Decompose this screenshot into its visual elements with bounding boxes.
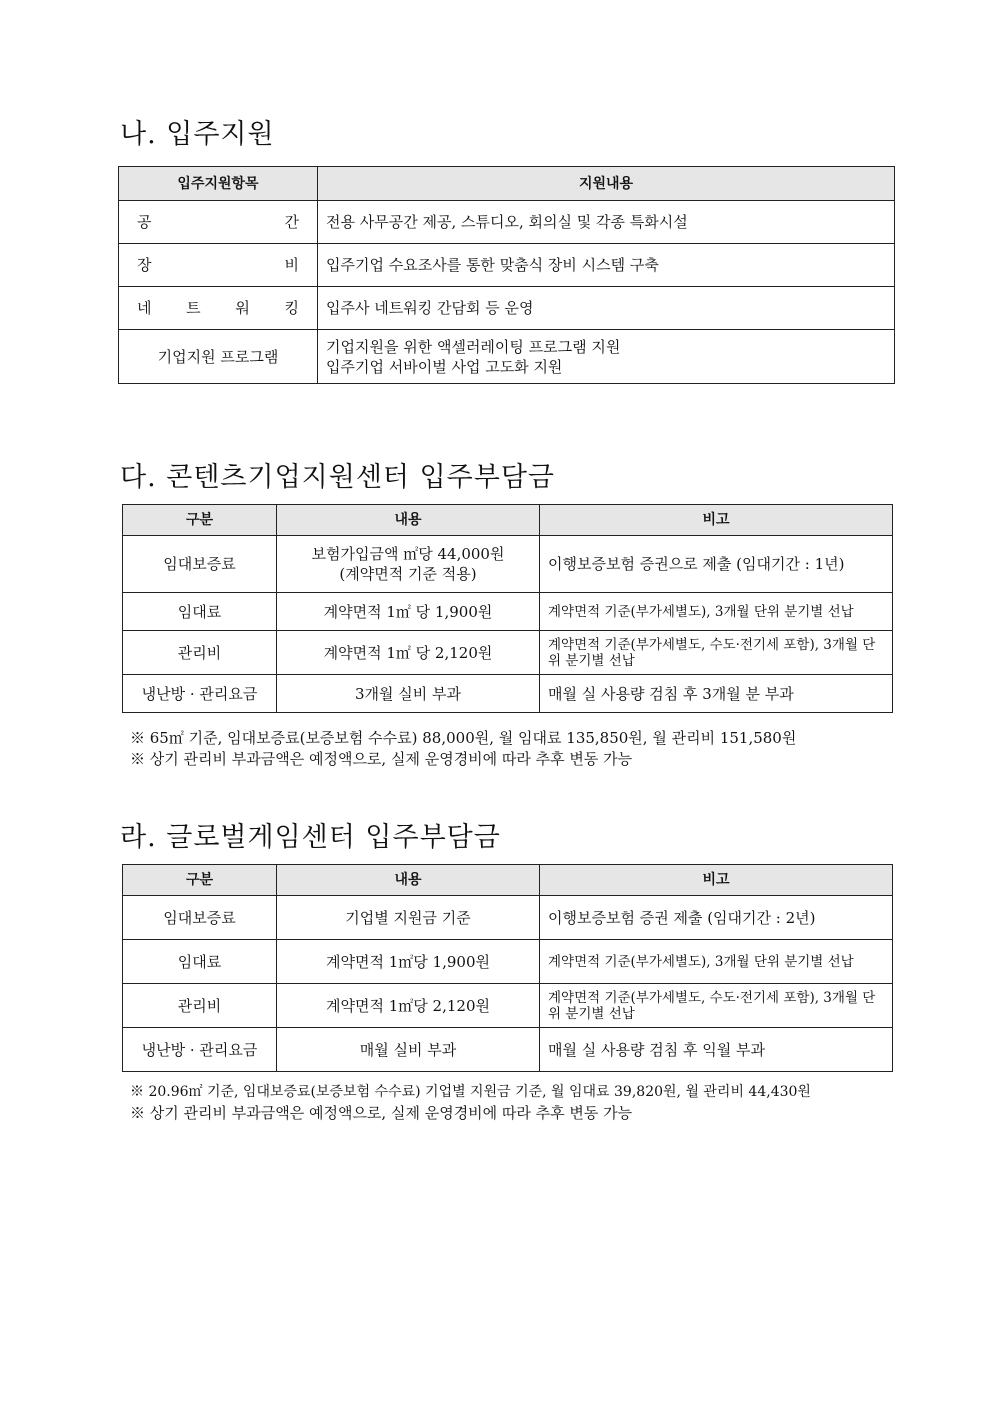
content-center-fee-table bbox=[122, 504, 893, 713]
table-row bbox=[123, 675, 893, 713]
fee-category: 냉난방 · 관리요금 bbox=[123, 675, 277, 713]
header-note: 비고 bbox=[540, 865, 893, 896]
fee-content: 계약면적 1㎡ 당 1,900원 bbox=[277, 593, 540, 631]
footnotes-ra bbox=[130, 1082, 811, 1124]
header-support-item: 입주지원항목 bbox=[119, 167, 318, 201]
footnote: ※ 상기 관리비 부과금액은 예정액으로, 실제 운영경비에 따라 추후 변동 가능 bbox=[130, 750, 633, 768]
game-center-fee-table bbox=[122, 864, 893, 1072]
table-row bbox=[119, 244, 895, 287]
fee-category: 임대보증료 bbox=[123, 536, 277, 593]
header-content: 내용 bbox=[277, 865, 540, 896]
fee-content: 매월 실비 부과 bbox=[277, 1028, 540, 1072]
fee-content: 3개월 실비 부과 bbox=[277, 675, 540, 713]
support-item-label: 네 트 워 킹 bbox=[119, 287, 318, 330]
fee-note: 매월 실 사용량 검침 후 익월 부과 bbox=[540, 1028, 893, 1072]
table-row bbox=[123, 984, 893, 1028]
fee-category: 관리비 bbox=[123, 631, 277, 675]
fee-note: 계약면적 기준(부가세별도, 수도·전기세 포함), 3개월 단위 분기별 선납 bbox=[540, 984, 893, 1028]
table-row bbox=[123, 536, 893, 593]
section-heading-da: 다. 콘텐츠기업지원센터 입주부담금 bbox=[120, 462, 555, 493]
support-item-label: 기업지원 프로그램 bbox=[119, 330, 318, 384]
support-item-content: 입주사 네트워킹 간담회 등 운영 bbox=[318, 287, 895, 330]
fee-note: 계약면적 기준(부가세별도, 수도·전기세 포함), 3개월 단위 분기별 선납 bbox=[540, 631, 893, 675]
fee-category: 관리비 bbox=[123, 984, 277, 1028]
table-row bbox=[123, 631, 893, 675]
support-item-content: 기업지원을 위한 액셀러레이팅 프로그램 지원 입주기업 서바이벌 사업 고도화 지원 bbox=[318, 330, 895, 384]
fee-note: 계약면적 기준(부가세별도), 3개월 단위 분기별 선납 bbox=[540, 593, 893, 631]
footnote: ※ 65㎡ 기준, 임대보증료(보증보험 수수료) 88,000원, 월 임대료 135,850원, 월 관리비 151,580원 bbox=[130, 729, 797, 747]
fee-category: 냉난방 · 관리요금 bbox=[123, 1028, 277, 1072]
header-support-content: 지원내용 bbox=[318, 167, 895, 201]
header-category: 구분 bbox=[123, 505, 277, 536]
support-item-label: 장 비 bbox=[119, 244, 318, 287]
header-content: 내용 bbox=[277, 505, 540, 536]
fee-note: 이행보증보험 증권 제출 (임대기간 : 2년) bbox=[540, 896, 893, 940]
footnotes-da bbox=[130, 728, 796, 770]
table-row bbox=[123, 593, 893, 631]
table-row bbox=[123, 896, 893, 940]
table-row bbox=[119, 330, 895, 384]
support-table bbox=[118, 166, 895, 384]
table-row bbox=[123, 940, 893, 984]
fee-category: 임대료 bbox=[123, 940, 277, 984]
table-row bbox=[123, 1028, 893, 1072]
table-row bbox=[119, 287, 895, 330]
table-row bbox=[119, 201, 895, 244]
fee-content: 계약면적 1㎡당 1,900원 bbox=[277, 940, 540, 984]
fee-note: 이행보증보험 증권으로 제출 (임대기간 : 1년) bbox=[540, 536, 893, 593]
section-heading-na: 나. 입주지원 bbox=[120, 119, 275, 150]
fee-note: 계약면적 기준(부가세별도), 3개월 단위 분기별 선납 bbox=[540, 940, 893, 984]
header-category: 구분 bbox=[123, 865, 277, 896]
fee-category: 임대보증료 bbox=[123, 896, 277, 940]
fee-content: 보험가입금액 ㎡당 44,000원 (계약면적 기준 적용) bbox=[277, 536, 540, 593]
support-item-content: 전용 사무공간 제공, 스튜디오, 회의실 및 각종 특화시설 bbox=[318, 201, 895, 244]
fee-note: 매월 실 사용량 검침 후 3개월 분 부과 bbox=[540, 675, 893, 713]
header-note: 비고 bbox=[540, 505, 893, 536]
section-heading-ra: 라. 글로벌게임센터 입주부담금 bbox=[120, 822, 501, 853]
fee-category: 임대료 bbox=[123, 593, 277, 631]
fee-content: 계약면적 1㎡당 2,120원 bbox=[277, 984, 540, 1028]
support-item-label: 공 간 bbox=[119, 201, 318, 244]
fee-content: 기업별 지원금 기준 bbox=[277, 896, 540, 940]
footnote: ※ 상기 관리비 부과금액은 예정액으로, 실제 운영경비에 따라 추후 변동 가능 bbox=[130, 1104, 633, 1122]
support-item-content: 입주기업 수요조사를 통한 맞춤식 장비 시스템 구축 bbox=[318, 244, 895, 287]
fee-content: 계약면적 1㎡ 당 2,120원 bbox=[277, 631, 540, 675]
footnote: ※ 20.96㎡ 기준, 임대보증료(보증보험 수수료) 기업별 지원금 기준, 월 임대료 39,820원, 월 관리비 44,430원 bbox=[130, 1084, 811, 1100]
